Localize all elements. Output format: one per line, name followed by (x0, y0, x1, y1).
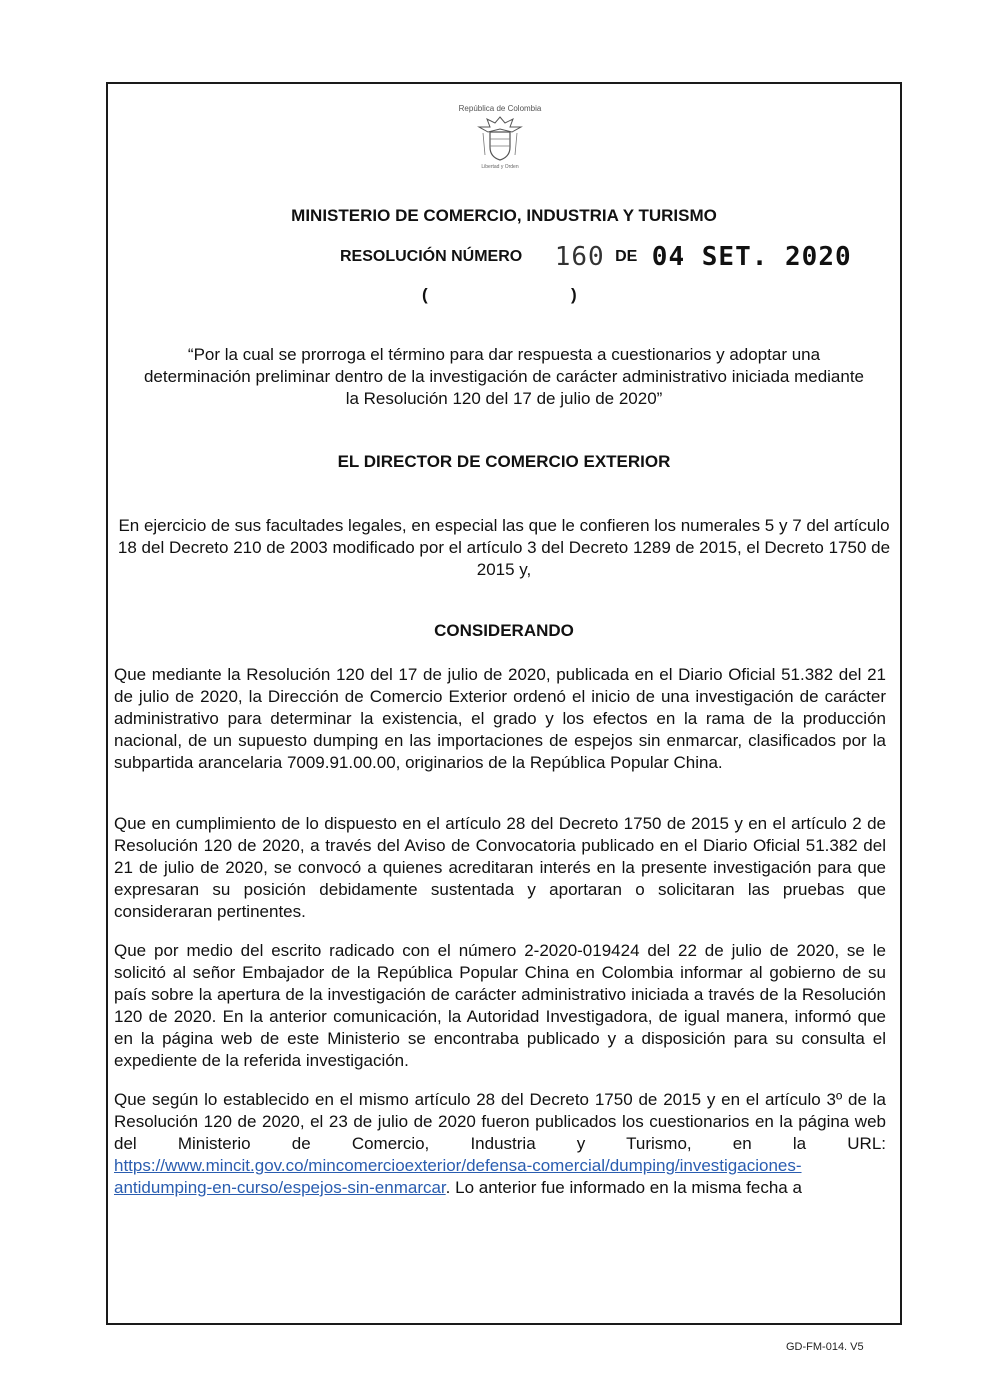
considering-paragraph-3: Que por medio del escrito radicado con el número 2-2020-019424 del 22 de julio de 2020, se le solicitó al señor Embajador de la República Popular China en Colombia informar al gobierno de su país sobre la apertura de la investigación de carácter administrativo iniciada a través de la Resolución 120 de 2020. En la anterior comunicación, la Autoridad Investigadora, de igual manera, informó que en la página web de este Ministerio se encontraba publicado y a disposición para su consulta el expediente de la referida investigación. (114, 941, 886, 1070)
powers-text: En ejercicio de sus facultades legales, en especial las que le confieren los numerales 5 y 7 del artículo 18 del Decreto 210 de 2003 modificado por el artículo 3 del Decreto 1289 de 2015, el Decreto 1750 de 2015 y, (117, 516, 891, 579)
motto-label: Libertad y Orden (481, 164, 519, 170)
resolution-label: RESOLUCIÓN NÚMERO (340, 248, 523, 265)
colombia-coat-of-arms-icon (477, 115, 523, 163)
considering-title: CONSIDERANDO (434, 621, 574, 640)
epigraph: “Por la cual se prorroga el término para dar respuesta a cuestionarios y adoptar una determinación preliminar dentro de la investigación de carácter administrativo iniciada mediante la Resolución 120 del 17 de julio de 2020” (143, 345, 865, 408)
de-label: DE (615, 248, 638, 265)
considering-paragraph-4 (114, 1089, 886, 1199)
resolution-number: 160 (554, 242, 605, 272)
considering-paragraph-2: Que en cumplimiento de lo dispuesto en el artículo 28 del Decreto 1750 de 2015 y en el artículo 2 de Resolución 120 de 2020, a través del Aviso de Convocatoria publicado en el Diario Oficial 51.382 del 21 de julio de 2020, se convocó a quienes acreditaran interés en la presente investigación para que expresaran su posición debidamente sustentada y aportaran o solicitaran las pruebas que consideraran pertinentes. (114, 814, 886, 921)
paren-close: ) (571, 285, 577, 304)
questionnaire-url-link[interactable]: https://www.mincit.gov.co/mincomercioexterior/defensa-comercial/dumping/investigaciones-antidumping-en-curso/espejos-sin-enmarcar (114, 1156, 802, 1197)
country-label: República de Colombia (458, 104, 542, 113)
resolution-line (340, 242, 852, 272)
coat-of-arms-seal (440, 104, 560, 170)
paren-open: ( (422, 285, 428, 304)
ministry-title: MINISTERIO DE COMERCIO, INDUSTRIA Y TURISMO (291, 206, 717, 225)
paragraph-4-text: Que según lo establecido en el mismo artículo 28 del Decreto 1750 de 2015 y en el artículo 3º de la Resolución 120 de 2020, el 23 de julio de 2020 fueron publicados los cuestionarios en la página web del Ministerio de Comercio, Industria y Turismo, en la URL: (114, 1090, 886, 1153)
considering-paragraph-1: Que mediante la Resolución 120 del 17 de julio de 2020, publicada en el Diario Oficial 51.382 del 21 de julio de 2020, la Dirección de Comercio Exterior ordenó el inicio de una investigación de carácter administrativo para determinar la existencia, el grado y los efectos en la rama de la producción nacional, de un supuesto dumping en las importaciones de espejos sin enmarcar, clasificados por la subpartida arancelaria 7009.91.00.00, originarios de la República Popular China. (114, 665, 886, 772)
date-stamp: 04 SET. 2020 (651, 242, 852, 272)
resolution-parens (422, 285, 582, 305)
authority-title: EL DIRECTOR DE COMERCIO EXTERIOR (337, 452, 671, 471)
paragraph-4-text-end: . Lo anterior fue informado en la misma fecha a (445, 1178, 802, 1197)
form-code: GD-FM-014. V5 (786, 1341, 864, 1353)
